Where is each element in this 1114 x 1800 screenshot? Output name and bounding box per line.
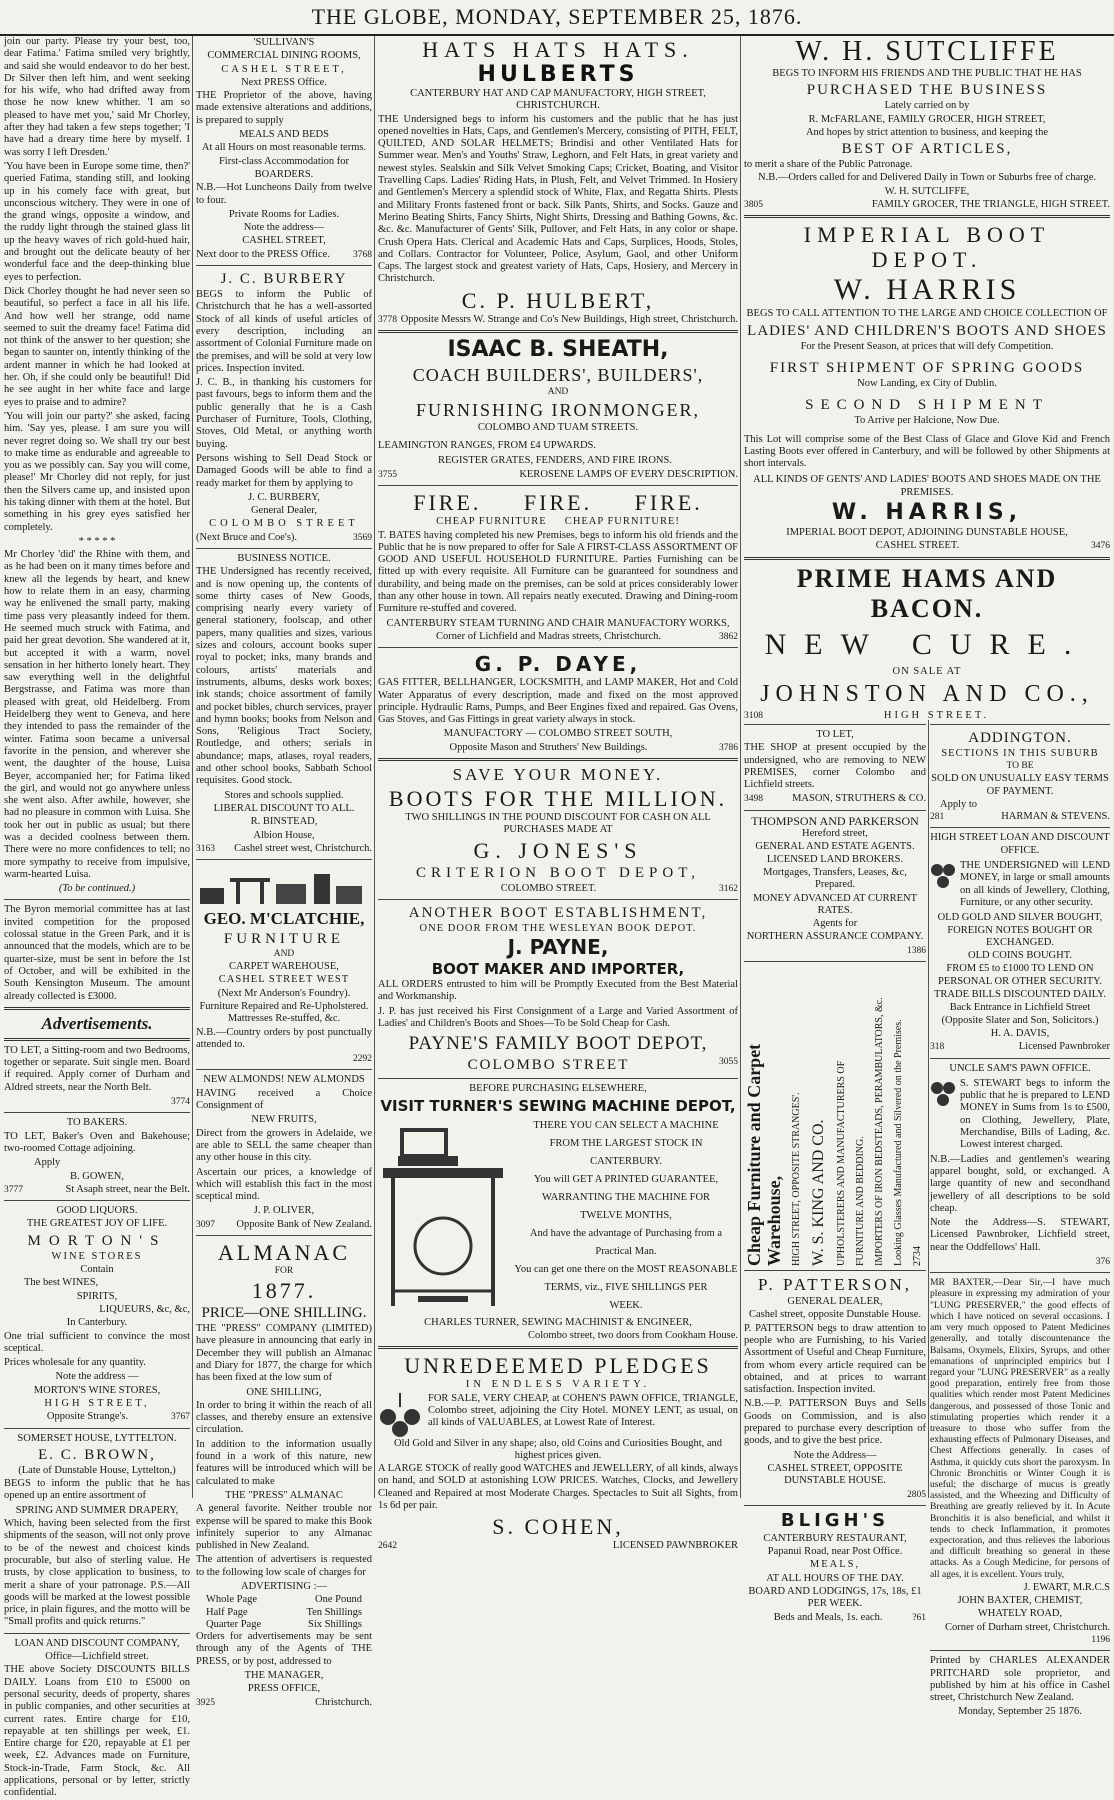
ad-title: LADIES' AND CHILDREN'S BOOTS AND SHOES — [747, 322, 1107, 339]
ad-address: Opposite Messrs W. Strange and Co's New Buildings, High street, Christchurch. — [400, 313, 738, 325]
ad-text: Mortgages, Transfers, Leases, &c, Prepared. — [763, 866, 907, 891]
ad-text: CANTERBURY HAT AND CAP MANUFACTORY, HIGH STREET, CHRISTCHURCH. — [410, 88, 706, 112]
ad-text: THE Undersigned begs to inform his customers and the public that he has just opened novelties in Hats, Caps, and Gentlemen's Mercery, consisting of PITH, FELT, QUILTED, AND SOLAR HELMETS; Brindisi and other Ventilated Hats for Summer wear. Men's and Youths' Straw, Leghorn, and Felt Hats, in great variety and newest styles. Sealskin and Silk Velvet Smoking Caps; Cricket, Boating, and Visitor Travelling Caps. Ladies' Riding Hats, in Plush, Felt, and Velvet Trimmed. In Hosiery and Gentlemen's Mercery a splendid stock of White, Flax, and Regatta Shirts. Plests and Military Fronts fastened front or back. Silk Pants, Shirts, and Socks. Gauze and Merino Beating Shirts, Fancy Shirts, Night Shirts, Dressing and Bathing Gowns, &c. &c. &c. Manufacturer of Gents' Silk, Pullover, and Felt Hats, in any color or shape. Crush Opera Hats. Clerical and Academic Hats and Caps, Surplices, Hoods, Stoles, and Collars. Contractor for Volunteer, Police, Asylum, Gaol, and other Uniform Caps. The largest stock and greatest variety of Hats, Caps, Hosiery, and Mercery in Christchurch. — [378, 113, 738, 285]
ad-text: N.B.—Ladies and gentlemen's wearing apparel bought, sold, or exchanged. A large quantity of new and secondhand jewellery of all descriptions to be sold cheap. — [930, 1153, 1110, 1214]
sewing-machine-engraving — [378, 1116, 508, 1316]
ad-text: Contain — [80, 1264, 114, 1276]
ad-address: Next door to the PRESS Office. — [196, 248, 330, 260]
ad-number: 3925 — [196, 1697, 215, 1708]
ad-title: W. HARRIS, — [831, 500, 1023, 526]
ad-text: First-class Accommodation for — [218, 155, 350, 167]
ad-text: to merit a share of the Public Patronage. — [744, 159, 913, 171]
ad-number: 3862 — [718, 631, 738, 642]
king-vertical-ad — [744, 966, 926, 1266]
ad-text: A general favorite. Neither trouble nor expense will be spared to make this Book infinitely superior to any Almanac published in New Zealand. — [196, 1503, 372, 1552]
ad-text: CASHEL STREET, — [242, 235, 326, 247]
rate-size: Quarter Page — [206, 1618, 262, 1630]
ad-text: CANTERBURY RESTAURANT, — [763, 1532, 907, 1544]
ad-heading: BUSINESS NOTICE. — [237, 552, 331, 564]
ad-text: P. PATTERSON begs to draw attention to people who are Furnishing, to his Varied Assortment of Useful and Cheap Furniture, from whom every article required can be obtained, and at prices to warrant satisfaction. Inspection invited. — [744, 1322, 926, 1396]
ad-text: IMPERIAL BOOT DEPOT, ADJOINING DUNSTABLE HOUSE, — [786, 527, 1068, 539]
column-5 — [930, 720, 1110, 1718]
ad-text: N.B.—Country orders by post punctually attended to. — [196, 1026, 372, 1050]
ad-title: BOOTS FOR THE MILLION. — [388, 785, 728, 811]
ad-text: MR BAXTER,—Dear Sir,—I have much pleasure in expressing my admiration of your "LUNG PRESERVER," the good effects of which I have noticed on several occasions. I am very much opposed to Patent Medicines generally, and totally discountenance the Balsams, Oxymels, Elixirs, Syrups, and other emanations of unprincipled empirics but I regard your "LUNG PRESERVER" as a really good preparation, entirely free from those qualities which render most Patent Medicines dangerous, and possessed of those Tonic and stimulating properties which render it a treasure to those who suffer from the exhausting effects of Pulmonary Diseases, and Chest Affections generally. In cases of Asthma, it quickly cuts short the paroxysm. In Chronic Bronchitis or Winter Cough it is useful; the discharge of mucus is greatly assisted, and the Wheezing and Difficulty of Breathing are greatly relieved by it. In Acute Bronchitis it is also beneficial, and whilst it tends to check Inflammation, it promotes expectoration, and thus relieves the laborious and difficult breathing so general in these attacks. As a Cough Medicine, for persons of all ages, it is excellent. Yours truly, — [930, 1277, 1110, 1580]
ad-text: Which, having been selected from the first shipments of the season, will not only prove to be of the newest and choicest kinds procurable, but also of sterling value. He trusts, by close application to business, to merit a share of your patronage. P.S.—All goods will be marked at the lowest possible price, in plain figures, and the motto will be "Small profits and quick returns." — [4, 1518, 190, 1628]
ad-text: FURNITURE AND BEDDING. — [855, 1136, 866, 1267]
ad-text: Apply to — [940, 798, 978, 810]
ad-text: You can get one there on the MOST REASONABLE — [514, 1263, 738, 1275]
ad-title: COLOMBO STREET — [467, 1057, 630, 1074]
ad-text: BOARDERS. — [254, 168, 314, 180]
ad-number: 1386 — [907, 945, 926, 956]
ad-address: HIGH STREET. — [883, 709, 990, 721]
ad-text: HIGH STREET, OPPOSITE STRANGES'. — [791, 1092, 802, 1267]
ad-text: Old Gold and Silver in any shape; also, old Coins and Curiosities Bought, and highest prices given. — [393, 1437, 723, 1461]
ad-title: PRIME HAMS AND BACON. — [796, 563, 1058, 623]
ad-title: NEW CURE. — [764, 627, 1090, 661]
ad-text: Note the address — — [55, 1371, 139, 1383]
ad-text: IN ENDLESS VARIETY. — [465, 1379, 651, 1391]
ad-number: 2292 — [353, 1054, 372, 1065]
ad-text: AND — [547, 387, 569, 398]
ad-text: A LARGE STOCK of really good WATCHES and JEWELLERY, of all kinds, always on hand, and SOLD at astonishing LOW PRICES. Watches, Clocks, and Jewellery Cleaned and Repaired at most Moderate Charges. Spectacles to Suit all Sights, from 1s 6d per pair. — [378, 1463, 738, 1512]
ad-text: Practical Man. — [595, 1245, 657, 1257]
story-text: Mr Chorley 'did' the Rhine with them, and as he had been on it many times before and knew all the legends by heart, and knew how to relate them in an easy, charming way he enlivened the small party, making time pass very pleasantly indeed for them. He seemed much struck with Fatima, and paid her great devotion. She wandered at it, but accepted it with a warm, novel sensation in her hitherto lonely heart. They saw everything well in the delightful Bergstrasse, and Fatima was more than pleased with great, old Heidelberg. From Heidelberg they went to Geneva, and here they intended to pass the remainder of the winter. Fatima soon became a universal favorite in the pension, and wherever she went, the daughter of the house, Luisa Beyer, accompanied her; for Fatima liked the girl, and would not go anywhere unless she went also. After awhile, however, she had no pleasure in common with Luisa. She took her out in public as usual; but there was a decided coolness between them. There were no more confidences to tell; no more sympathy to receive from impulsive, warm-hearted Luisa. — [4, 549, 190, 880]
ad-name: HARMAN & STEVENS. — [1001, 811, 1110, 823]
ad-heading: 'SULLIVAN'S — [253, 37, 315, 48]
ad-text: MANUFACTORY — COLOMBO STREET SOUTH, — [443, 728, 673, 740]
ad-title: G. JONES'S — [473, 837, 643, 863]
ad-text: BOARD AND LODGINGS, 17s, 18s, £1 PER WEEK. — [748, 1585, 922, 1610]
ad-text: Office—Lichfield street. — [45, 1651, 149, 1663]
ad-text: General Dealer, — [250, 505, 318, 517]
ad-address: Opposite Bank of New Zealand. — [236, 1218, 372, 1230]
ad-name: J. C. BURBERY, — [248, 491, 320, 503]
ad-title: W. HARRIS — [833, 273, 1021, 307]
ad-title: THOMPSON AND PARKERSON — [751, 813, 919, 828]
ad-text: You will GET A PRINTED GUARANTEE, — [533, 1173, 719, 1185]
ad-text: HIGH STREET, — [44, 1397, 150, 1409]
ad-text: NEW FRUITS, — [251, 1114, 317, 1126]
ad-title: IMPERIAL BOOT DEPOT. — [803, 222, 1051, 273]
ad-text: THE "PRESS" COMPANY (LIMITED) have pleasure in announcing that early in December they will publish an Almanac and Diary for 1877, the charge for which has been fixed at the low sum of — [196, 1323, 372, 1384]
ad-text: ALL KINDS OF GENTS' AND LADIES' BOOTS AND SHOES MADE ON THE PREMISES. — [753, 474, 1101, 498]
ad-text: J. P. has just received his First Consignment of a Large and Varied Assortment of Ladies' and Children's Boots and Shoes—To be Sold Cheap for Cash. — [378, 1005, 738, 1030]
ad-text: COLOMBO STREET — [209, 518, 359, 530]
ad-heading: HIGH STREET LOAN AND DISCOUNT OFFICE. — [930, 832, 1110, 856]
pawn-balls-icon — [378, 1393, 422, 1437]
story-text: join our party. Please try your best, too, dear Fatima.' Fatima smiled very brightly, and said she would endeavor to do her best. Dr Silver then left him, and went seeking for his wife, who had drifted away from those he now knew whither. 'I am so pleased to have met you,' said Mr Chorley, after they had taken a few steps together; 'I have had a dreary time here by myself. I was sorry I left Dresden.' — [4, 36, 190, 158]
ad-title: SECOND SHIPMENT — [805, 397, 1049, 414]
ad-text: N.B.—P. PATTERSON Buys and Sells Goods on Commission, and is also prepared to purchase every description of goods, and to give the best price. — [744, 1398, 926, 1447]
ad-text: Note the address— — [243, 222, 325, 234]
ad-text: FROM £5 to £1000 TO LEND ON PERSONAL OR OTHER SECURITY. — [938, 963, 1102, 987]
ad-text: LICENSED PAWNBROKER — [612, 1540, 738, 1552]
ad-title: VISIT TURNER'S SEWING MACHINE DEPOT, — [380, 1096, 736, 1115]
ad-text: WEEK. — [609, 1299, 643, 1311]
ad-title: BOOT MAKER AND IMPORTER, — [431, 960, 685, 979]
ad-text: ALL ORDERS entrusted to him will be Promptly Executed from the Best Material and Workmanship. — [378, 979, 738, 1003]
ad-title: CRITERION BOOT DEPOT, — [415, 864, 701, 881]
ad-name: MASON, STRUTHERS & CO. — [792, 793, 926, 805]
ad-title: J. PAYNE, — [507, 935, 609, 960]
ad-address: COLOMBO STREET. — [500, 882, 597, 894]
ad-text: THE above Society DISCOUNTS BILLS DAILY. Loans from £10 to £5000 on personal security, deeds of property, shares in public companies, and other securities at current rates. Entire charge for £10, repayable at ten shillings per week, £1. Entire charge for £20, repayable at £1 per week, £2. Advances made on Furniture, Stock-in-Trade, Farm Stock, &c. All applications, personal or by letter, strictly confidential. — [4, 1664, 190, 1799]
ad-text: TO LET, a Sitting-room and two Bedrooms, together or separate. Suit single men. Board if required. Apply corner of Durham and Aldred streets, near the North Belt. — [4, 1044, 190, 1093]
column-rule — [740, 36, 741, 1498]
ad-number: 3786 — [718, 742, 738, 753]
ad-title: FURNITURE — [223, 931, 345, 948]
ad-text: PRESS OFFICE, — [247, 1683, 321, 1695]
ad-title: HATS HATS HATS. — [422, 37, 694, 62]
ad-text: T. BATES having completed his new Premises, begs to inform his old friends and the Public that he is now prepared to offer for Sale A FIRST-CLASS ASSORTMENT OF GOOD AND USEFUL HOUSEHOLD FURNITURE. Parties Furnishing can be fitted up with every requisite. All Furniture can be guaranteed for soundness and durability, and being made on the premises, can be sold at prices considerably lower than any other house in town. All repairs neatly executed. Drawing and Dining-room Furniture re-stuffed and covered. — [378, 529, 738, 615]
ad-text: CANTERBURY. — [590, 1155, 662, 1167]
column-rule — [192, 36, 193, 1498]
column-2 — [196, 36, 372, 1708]
ad-text: Cashel street, opposite Dunstable House. — [748, 1309, 922, 1321]
ad-text: BEGS TO CALL ATTENTION TO THE LARGE AND CHOICE COLLECTION OF — [746, 308, 1108, 320]
rate-size: Whole Page — [206, 1594, 258, 1606]
ad-text: Next PRESS Office. — [241, 76, 327, 88]
ad-text: Ascertain our prices, a knowledge of which will establish this fact in the most sceptical mind. — [196, 1166, 372, 1203]
ad-heading: NEW ALMONDS! NEW ALMONDS — [203, 1074, 365, 1086]
ad-name: J. EWART, M.R.C.S — [1023, 1581, 1110, 1593]
rate-price: Ten Shillings — [306, 1606, 362, 1618]
ad-text: S. STEWART begs to inform the public that he is prepared to LEND MONEY in Sums from 1s to £500, on Clothing, Jewellery, Plate, Merchandise, Bills of Lading, &c. Lowest interest charged. — [960, 1077, 1110, 1151]
ad-number: 3097 — [196, 1219, 215, 1230]
ad-text: Back Entrance in Lichfield Street (Opposite Slater and Son, Solicitors.) — [941, 1002, 1099, 1026]
ad-title: W. S. KING AND CO. — [810, 1119, 827, 1267]
ad-heading: UNCLE SAM'S PAWN OFFICE. — [949, 1062, 1091, 1074]
ad-text: This Lot will comprise some of the Best Class of Glace and Glove Kid and French Lasting Boots ever offered in Canterbury, and will be followed by other Shipments at short intervals. — [744, 433, 1110, 470]
ad-number: 3476 — [1090, 541, 1110, 552]
ad-text: TRADE BILLS DISCOUNTED DAILY. — [934, 989, 1106, 1001]
ad-address: Christchurch. — [315, 1696, 372, 1708]
ad-text: SOLD ON UNUSUALLY EASY TERMS OF PAYMENT. — [931, 773, 1109, 797]
ad-number: 3774 — [171, 1097, 190, 1108]
ad-number: 281 — [930, 812, 945, 823]
ad-title: ALMANAC — [217, 1240, 351, 1266]
ad-number: 3498 — [744, 794, 763, 805]
ad-heading: GOOD LIQUORS. — [56, 1205, 138, 1217]
ad-text: Agents for — [812, 918, 858, 930]
ad-text: SPRING AND SUMMER DRAPERY, — [15, 1504, 179, 1516]
ad-text: Private Rooms for Ladies. — [228, 208, 340, 220]
ad-title: E. C. BROWN, — [38, 1446, 156, 1463]
ad-text: Furniture Repaired and Re-Upholstered. Mattresses Re-stuffed, &c. — [199, 1001, 369, 1025]
ad-text: Beds and Meals, 1s. each. — [773, 1611, 883, 1623]
ad-title: P. PATTERSON, — [757, 1275, 913, 1295]
ad-text: One trial sufficient to convince the most sceptical. — [4, 1330, 190, 1354]
ad-address: Opposite Strange's. — [46, 1411, 129, 1423]
ad-text: Note the Address—S. STEWART, Licensed Pawnbroker, Lichfield street, near the Oddfellows' Hall. — [930, 1217, 1110, 1253]
ad-number: 3755 — [378, 469, 397, 480]
ad-address: Corner of Durham street, Christchurch. — [944, 1621, 1110, 1633]
ad-title: MORTON'S — [27, 1232, 167, 1249]
section-stars: * * * * * — [78, 535, 116, 547]
ad-name: JOHN BAXTER, CHEMIST, — [957, 1595, 1083, 1607]
ad-title: Cheap Furniture and Carpet Warehouse, — [744, 1043, 784, 1267]
ad-title: JOHNSTON AND CO., — [760, 680, 1094, 707]
ad-heading: COMMERCIAL DINING ROOMS, — [207, 50, 361, 62]
ad-title: BEST OF ARTICLES, — [841, 141, 1013, 158]
advertisements-heading: Advertisements. — [41, 1013, 153, 1033]
column-4 — [744, 720, 926, 1623]
ad-text: CASHEL STREET WEST — [218, 974, 350, 986]
ad-text: THE UNDERSIGNED will LEND MONEY, in large or small amounts on all kinds of Jewellery, Clothing, Furniture, or any other security. — [960, 860, 1110, 908]
ad-title: HULBERTS — [477, 62, 639, 87]
ad-text: NORTHERN ASSURANCE COMPANY. — [746, 931, 924, 943]
ad-title: UNREDEEMED PLEDGES — [404, 1353, 712, 1379]
ad-text: TO BE — [1006, 761, 1034, 772]
ad-number: 3055 — [718, 1057, 738, 1068]
ad-number: ?61 — [912, 1612, 926, 1623]
rate-size: Half Page — [206, 1606, 248, 1618]
ad-title: ISAAC B. SHEATH, — [447, 337, 669, 363]
ad-title: G. P. DAYE, — [474, 652, 642, 677]
ad-text: AT ALL HOURS OF THE DAY. — [766, 1572, 904, 1584]
ad-text: Orders for advertisements may be sent through any of the Agents of THE PRESS, or by post, addressed to — [196, 1631, 372, 1667]
ad-heading: SECTIONS IN THIS SUBURB — [941, 748, 1099, 759]
ad-number: 2642 — [378, 1541, 397, 1552]
ad-number: 376 — [1095, 1256, 1110, 1267]
imprint: Printed by CHARLES ALEXANDER PRITCHARD sole proprietor, and published by him at his office in Cashel street, Christchurch New Zealand. — [930, 1655, 1110, 1704]
ad-number: 3805 — [744, 200, 763, 211]
ad-text: (Next Mr Anderson's Foundry). — [217, 987, 351, 999]
ad-text: ADVERTISING :— — [241, 1580, 327, 1592]
ad-number: 2734 — [912, 1246, 923, 1267]
ad-text: MORTON'S WINE STORES, — [33, 1384, 161, 1396]
furniture-engraving — [196, 864, 366, 908]
ad-text: (Late of Dunstable House, Lyttelton,) — [18, 1464, 176, 1476]
rate-price: Six Shillings — [308, 1618, 362, 1630]
ad-text: COLOMBO AND TUAM STREETS. — [477, 422, 639, 434]
ad-text: Lately carried on by — [884, 100, 970, 112]
ad-text: WINE STORES — [51, 1250, 143, 1262]
ad-text: BEGS TO INFORM HIS FRIENDS AND THE PUBLIC THAT HE HAS — [772, 68, 1082, 79]
ad-text: REGISTER GRATES, FENDERS, AND FIRE IRONS. — [438, 454, 672, 466]
ad-text: Now Landing, ex City of Dublin. — [857, 377, 997, 389]
column-1 — [4, 36, 190, 1799]
ad-name: R. BINSTEAD, — [250, 816, 318, 828]
ad-text: OLD GOLD AND SILVER BOUGHT, FOREIGN NOTES BOUGHT OR EXCHANGED. — [937, 912, 1103, 948]
ad-number: 3778 — [378, 314, 397, 325]
ad-title: C. P. HULBERT, — [461, 287, 655, 313]
ad-text: KEROSENE LAMPS OF EVERY DESCRIPTION. — [519, 468, 738, 480]
ad-text: Hereford street, — [802, 828, 868, 840]
ad-text: LEAMINGTON RANGES, FROM £4 UPWARDS. — [378, 440, 596, 452]
ad-name: B. GOWEN, — [70, 1170, 124, 1182]
ad-text: AND — [273, 949, 295, 960]
ad-text: ONE SHILLING, — [246, 1386, 322, 1398]
ad-address: FAMILY GROCER, THE TRIANGLE, HIGH STREET. — [871, 199, 1110, 211]
ad-text: GENERAL DEALER, — [787, 1296, 883, 1308]
ad-text: At all Hours on most reasonable terms. — [201, 142, 367, 154]
ad-number: 318 — [930, 1042, 945, 1053]
ad-text: TERMS, viz., FIVE SHILLINGS PER — [544, 1281, 708, 1293]
ad-heading: TO LET, — [816, 729, 854, 740]
ad-text: OLD COINS BOUGHT. — [968, 950, 1072, 962]
ad-number: 2805 — [907, 1489, 926, 1500]
ad-text: THE Proprietor of the above, having made extensive alterations and additions, is prepared to supply — [196, 90, 372, 126]
ad-text: In addition to the information usually found in a work of this nature, new features will be introduced which will be calculated to make — [196, 1438, 372, 1487]
ad-text: Persons wishing to Sell Dead Stock or Damaged Goods will be able to find a ready market for them by applying to — [196, 452, 372, 489]
ad-text: BEGS to inform the Public of Christchurch that he has a well-assorted Stock of all kinds of useful articles of every description, including an assortment of Colonial Furniture made on the premises, and will be sold at very low prices. Inspection invited. — [196, 289, 372, 374]
news-item: The Byron memorial committee has at last invited competition for the proposed colossal statue in the Green Park, and it is announced that the models, which are to be quarter-size, must be sent in before the 1st of October, and will be exhibited in the South Kensington Museum. The amount already collected is £3000. — [4, 904, 190, 1002]
ad-text: FOR SALE, VERY CHEAP, at COHEN'S PAWN OFFICE, TRIANGLE, Colombo street, adjoining the City Hotel. MONEY LENT, as usual, on all kinds of VALUABLES, at Lowest Rate of Interest. — [428, 1392, 738, 1429]
ad-title: S. COHEN, — [492, 1514, 624, 1540]
ad-text: THE MANAGER, — [244, 1670, 324, 1682]
ad-text: FOR — [274, 1266, 294, 1277]
ad-text: Note the Address— — [793, 1449, 877, 1461]
ad-text: MONEY ADVANCED AT CURRENT RATES. — [752, 892, 918, 916]
ad-heading: CHEAP FURNITURE CHEAP FURNITURE! — [436, 516, 680, 528]
ad-text: LIQUEURS, &c, &c, — [99, 1303, 190, 1315]
ad-address: St Asaph street, near the Belt. — [65, 1183, 190, 1195]
ad-title: GEO. M'CLATCHIE, — [203, 909, 365, 929]
ad-text: CARPET WAREHOUSE, — [229, 961, 339, 973]
ad-title: 1877. — [251, 1278, 317, 1304]
story-text: 'You will join our party?' she asked, facing him. 'Say yes, please. I am sure you will never regret doing so. We shall try our best to make time as endurable and agreeable to you as we possibly can. Say you will come, please!' Mr Chorley did not reply, for just then the Silvers came up, and insisted upon his taking dinner with them at the hotel. But something in his grey eyes satisfied her completely. — [4, 410, 190, 533]
ad-title: COACH BUILDERS', BUILDERS', — [412, 365, 704, 386]
column-4-5-top — [744, 36, 1110, 721]
ad-text: CASHEL STREET, — [221, 63, 347, 75]
ad-text: THE Undersigned has recently received, and is now opening up, the contents of some thirty cases of New Goods, comprising nearly every variety of general stationery, foolscap, and other papers, many qualities and sizes, various sizes and colours, account books super royal to pocket; inks, many brands and colours, artists' materials and instruments, albums, desks work boxes; ink stands; choice assortment of family and pocket bibles, church services, prayer and hymn books; books from Nelson and Sons, 'Religious Tract Society, Routledge, and others; serials in abundance; maps, atlases, royal readers, and other school books, Sabbath School requisites. Good stock. — [196, 566, 372, 787]
ad-title: J. C. BURBERY — [220, 271, 348, 288]
ad-number: 3777 — [4, 1184, 23, 1195]
ad-text: Prices wholesale for any quantity. — [4, 1357, 146, 1369]
ad-text: BEFORE PURCHASING ELSEWHERE, — [469, 1083, 647, 1095]
ad-text: And have the advantage of Purchasing from a — [529, 1227, 723, 1239]
ad-text: In order to bring it within the reach of all classes, and thereby ensure an extensive circulation. — [196, 1399, 372, 1436]
ad-name: J. P. OLIVER, — [253, 1205, 315, 1217]
ad-title: BLIGH'S — [780, 1509, 890, 1531]
ad-text: BEGS to inform the public that he has opened up an entire assortment of — [4, 1478, 190, 1502]
story-text: Dick Chorley thought he had never seen so beautiful, so perfect a face in all his life. And how well her strange, odd name seemed to suit the dreamy face! Fatima did not think of the answer to her question; she began to saunter on, intently thinking of the ardent manner in which he had looked at her. Oh, if she could only be beautiful! Did he see aught in her white face and large eyes to praise and to admire? — [4, 285, 190, 408]
ad-text: N.B.—Orders called for and Delivered Daily in Town or Suburbs free of charge. — [758, 172, 1096, 184]
ad-address: Corner of Lichfield and Madras streets, Christchurch. — [435, 630, 662, 642]
ad-text: And hopes by strict attention to business, and keeping the — [805, 126, 1049, 138]
ad-title: ADDINGTON. — [968, 730, 1072, 746]
ad-title: PURCHASED THE BUSINESS — [806, 82, 1048, 99]
rate-price: One Pound — [315, 1594, 362, 1606]
ad-title: PAYNE'S FAMILY BOOT DEPOT, — [408, 1033, 708, 1055]
ad-number: 3768 — [353, 249, 372, 260]
ad-text: HAVING received a Choice Consignment of — [196, 1087, 372, 1112]
story-text: 'You have been in Europe some time, then?' queried Fatima, standing still, and looking up in his comely face with great, but unconscious witchery. They were in one of the grand wings, opposite a window, and the ruddy light through the stained glass lit up the heavy waves of rich gold-hued hair, and brought out the delicate beauty of her wonderful face and the deep-thinking blue eyes to perfection. — [4, 160, 190, 283]
ad-text: CASHEL STREET, OPPOSITE DUNSTABLE HOUSE. — [767, 1462, 903, 1487]
ad-title: W. H. SUTCLIFFE — [795, 36, 1059, 67]
ad-heading: THE GREATEST JOY OF LIFE. — [26, 1218, 168, 1230]
ad-heading: SOMERSET HOUSE, LYTTELTON. — [17, 1432, 177, 1444]
ad-text: GAS FITTER, BELLHANGER, LOCKSMITH, and LAMP MAKER, Hot and Cold Water Apparatus of every description, made and fixed on the most approved principle. Hydraulic Rams, Pumps, and Beer Engines fixed and repaired. Gas Ovens, Gas Stoves, and Gas Fittings in great variety always in stock. — [378, 677, 738, 726]
continued-note: (To be continued.) — [58, 883, 136, 895]
ad-text: WHATELY ROAD, — [977, 1608, 1063, 1620]
ad-text: The best WINES, — [24, 1277, 99, 1289]
ad-text: LIBERAL DISCOUNT TO ALL. — [213, 802, 355, 814]
ad-text: TWELVE MONTHS, — [580, 1209, 672, 1221]
ad-text: THE "PRESS" ALMANAC — [225, 1489, 343, 1501]
ad-name: H. A. DAVIS, — [990, 1027, 1050, 1039]
ad-text: MEALS AND BEDS — [239, 129, 329, 141]
ad-address: Cashel street west, Christchurch. — [234, 842, 372, 854]
ad-text: UPHOLSTERERS AND MANUFACTURERS OF — [836, 1060, 847, 1267]
ad-address: (Next Bruce and Coe's). — [196, 531, 298, 543]
ad-text: MEALS, — [809, 1559, 861, 1571]
ad-heading: TO BAKERS. — [66, 1117, 128, 1129]
ad-title: ANOTHER BOOT ESTABLISHMENT, — [408, 904, 708, 921]
ad-text: THE SHOP at present occupied by the undersigned, who are removing to NEW PREMISES, corner Colombo and Lichfield streets. — [744, 742, 926, 791]
ad-text: In Canterbury. — [66, 1317, 128, 1329]
ad-text: Looking Glasses Manufactured and Silvered on the Premises. — [893, 1019, 904, 1267]
ad-text: TO LET, Baker's Oven and Bakehouse; two-roomed Cottage adjoining. — [4, 1130, 190, 1154]
ad-title: FIRST SHIPMENT OF SPRING GOODS — [769, 359, 1085, 376]
ad-title: FURNISHING IRONMONGER, — [415, 400, 700, 421]
ad-text: Direct from the growers in Adelaide, we are able to SELL the same cheaper than any other house in this city. — [196, 1127, 372, 1164]
ad-title: PRICE—ONE SHILLING. — [201, 1305, 367, 1322]
ad-number: 3162 — [718, 883, 738, 894]
ad-text: Apply — [34, 1157, 61, 1169]
column-3 — [378, 36, 738, 1552]
ad-number: 3108 — [744, 710, 763, 721]
ad-address: CASHEL STREET. — [875, 540, 960, 552]
ad-number: 3767 — [171, 1412, 190, 1423]
ad-text: Albion House, — [253, 829, 315, 841]
ad-number: 3163 — [196, 843, 215, 854]
ad-address: Opposite Mason and Struthers' New Buildings. — [449, 741, 648, 753]
ad-title: SAVE YOUR MONEY. — [452, 764, 664, 784]
ad-address: Colombo street, two doors from Cookham House. — [528, 1329, 738, 1341]
pawn-balls-icon — [930, 860, 956, 890]
ad-text: J. C. B., in thanking his customers for past favours, begs to inform them and the public generally that he is a Cash Purchaser of Furniture, Tools, Clothing, Stoves, Old Metal, or anything worth buying. — [196, 377, 372, 450]
ad-text: IMPORTERS OF IRON BEDSTEADS, PERAMBULATORS, &c. — [874, 997, 885, 1267]
ad-number: 1196 — [1091, 1634, 1110, 1645]
ad-text: GENERAL AND ESTATE AGENTS. LICENSED LAND BROKERS. — [755, 841, 915, 865]
ad-heading: LOAN AND DISCOUNT COMPANY, — [14, 1637, 180, 1649]
ad-text: Stores and schools supplied. — [224, 789, 344, 801]
ad-number: 3569 — [353, 532, 372, 543]
ad-text: FROM THE LARGEST STOCK IN — [549, 1137, 703, 1149]
imprint-date: Monday, September 25 1876. — [958, 1706, 1082, 1718]
ad-title: FIRE. FIRE. FIRE. — [413, 490, 703, 516]
ad-text: THERE YOU CAN SELECT A MACHINE — [533, 1119, 719, 1131]
ad-text: Papanui Road, near Post Office. — [767, 1546, 903, 1558]
ad-name: W. H. SUTCLIFFE, — [884, 185, 970, 197]
ad-text: SPIRITS, — [76, 1290, 118, 1302]
column-rule — [374, 36, 375, 1498]
ad-name: CHARLES TURNER, SEWING MACHINIST & ENGINEER, — [424, 1316, 692, 1328]
ad-text: TWO SHILLINGS IN THE POUND DISCOUNT FOR CASH ON ALL PURCHASES MADE AT — [405, 811, 711, 836]
ad-text: The attention of advertisers is requested to the following low scale of charges for — [196, 1554, 372, 1578]
ad-text: WARRANTING THE MACHINE FOR — [541, 1191, 711, 1203]
ad-text: ONE DOOR FROM THE WESLEYAN BOOK DEPOT. — [419, 922, 697, 934]
ad-text: R. McFARLANE, FAMILY GROCER, HIGH STREET, — [808, 113, 1046, 125]
masthead: THE GLOBE, MONDAY, SEPTEMBER 25, 1876. — [0, 0, 1114, 36]
ad-text: Licensed Pawnbroker — [1018, 1041, 1110, 1053]
pawn-balls-icon — [930, 1078, 956, 1108]
ad-text: To Arrive per Halcione, Now Due. — [854, 415, 1000, 427]
ad-text: For the Present Season, at prices that will defy Competition. — [800, 340, 1054, 352]
ad-text: N.B.—Hot Luncheons Daily from twelve to four. — [196, 182, 372, 206]
column-rule — [928, 720, 929, 1498]
ad-text: ON SALE AT — [892, 665, 962, 677]
ad-text: CANTERBURY STEAM TURNING AND CHAIR MANUFACTORY WORKS, — [386, 617, 730, 629]
